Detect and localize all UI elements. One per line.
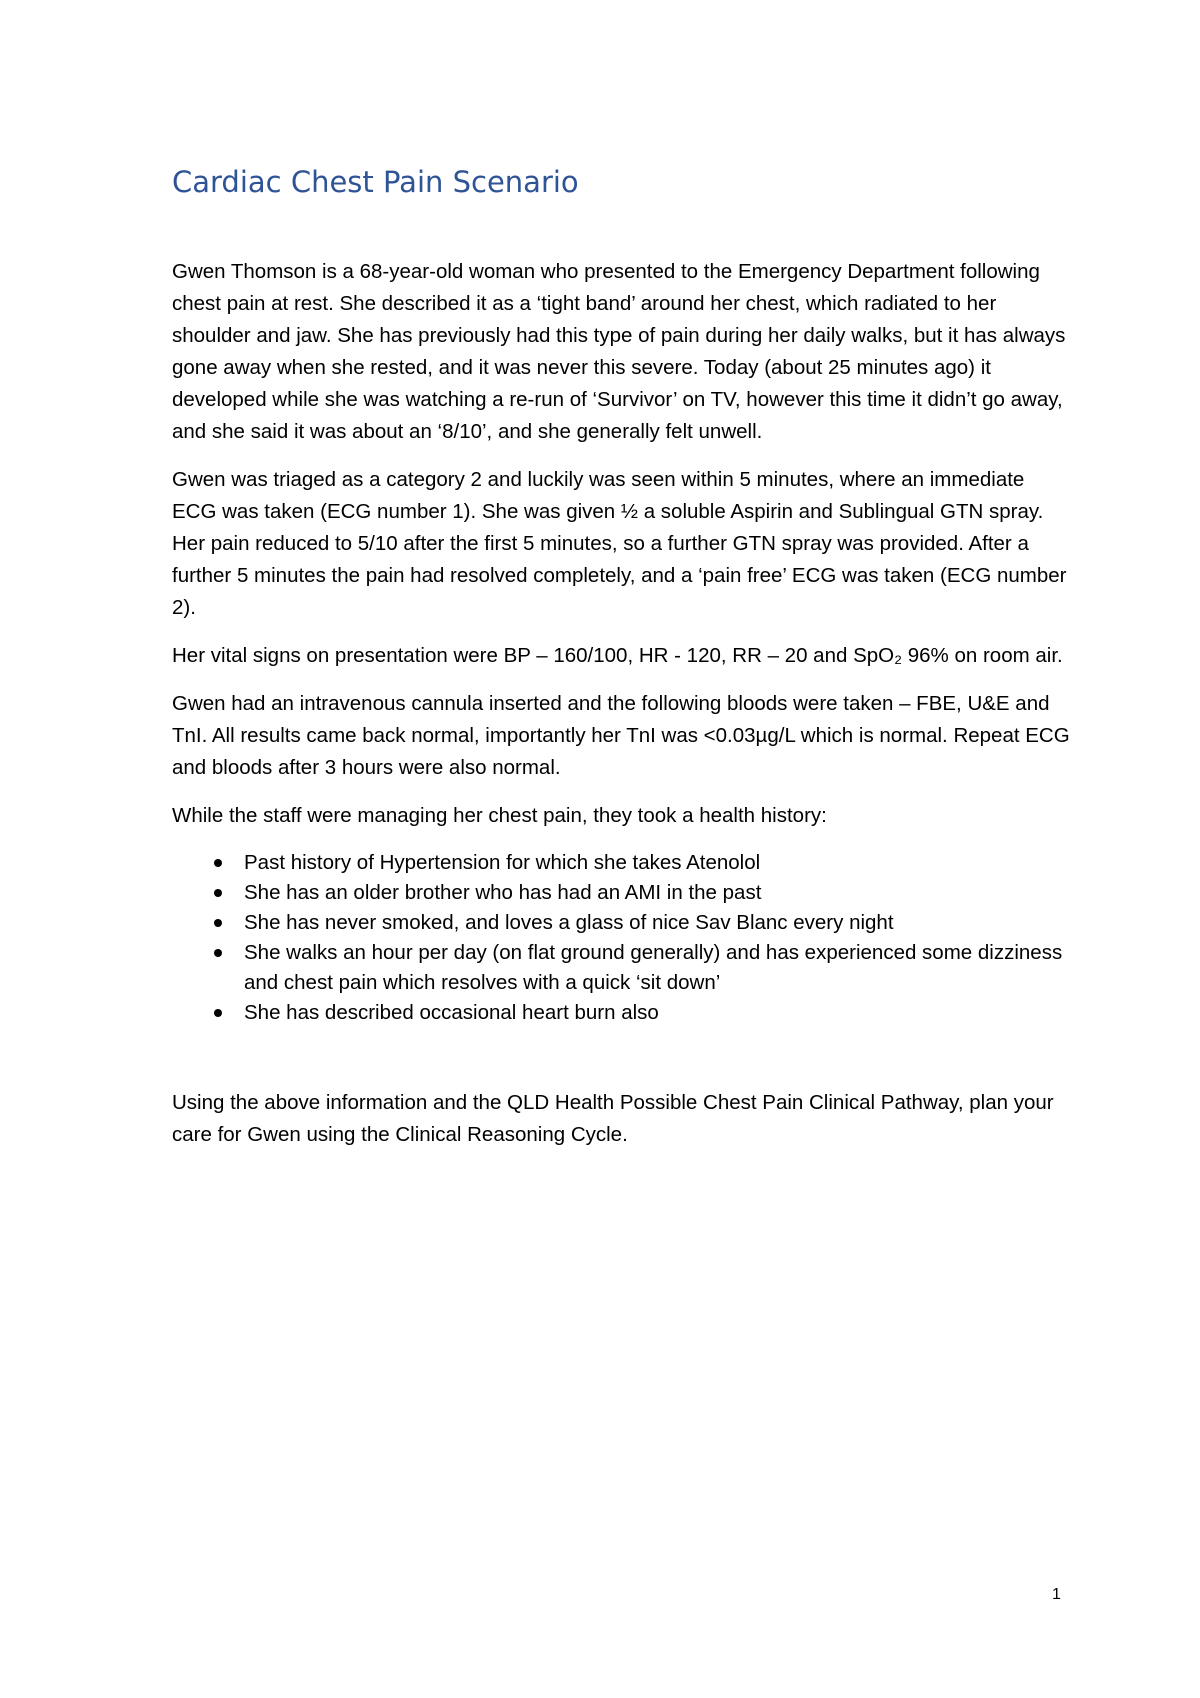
- scenario-paragraph-bloods: Gwen had an intravenous cannula inserted and the following bloods were taken – FBE, U&E and TnI. All results came back normal, importantly her TnI was <0.03µg/L which is normal. Repeat ECG and bloods after 3 hours were also normal.: [172, 692, 1070, 779]
- list-item: She has never smoked, and loves a glass of nice Sav Blanc every night: [172, 908, 1072, 938]
- task-instruction: Using the above information and the QLD Health Possible Chest Pain Clinical Pathway, plan your care for Gwen using the Clinical Reasoning Cycle.: [172, 1091, 1054, 1146]
- list-item: Past history of Hypertension for which she takes Atenolol: [172, 848, 1072, 878]
- scenario-paragraph-history-intro: While the staff were managing her chest pain, they took a health history:: [172, 804, 827, 827]
- scenario-paragraph-triage: Gwen was triaged as a category 2 and luckily was seen within 5 minutes, where an immediate ECG was taken (ECG number 1). She was given ½ a soluble Aspirin and Sublingual GTN spray. Her pain reduced to 5/10 after the first 5 minutes, so a further GTN spray was provided. After a further 5 minutes the pain had resolved completely, and a ‘pain free’ ECG was taken (ECG number 2).: [172, 468, 1067, 619]
- scenario-paragraph-vital-signs: Her vital signs on presentation were BP – 160/100, HR - 120, RR – 20 and SpO₂ 96% on room air.: [172, 644, 1063, 667]
- document-body: [172, 256, 1072, 1167]
- list-item: She walks an hour per day (on flat ground generally) and has experienced some dizziness and chest pain which resolves with a quick ‘sit down’: [172, 938, 1072, 998]
- list-item: She has an older brother who has had an AMI in the past: [172, 878, 1072, 908]
- document-title: Cardiac Chest Pain Scenario: [172, 165, 579, 199]
- health-history-list: [172, 848, 1072, 1028]
- list-item: She has described occasional heart burn also: [172, 998, 1072, 1028]
- scenario-paragraph-presentation: Gwen Thomson is a 68-year-old woman who presented to the Emergency Department following chest pain at rest. She described it as a ‘tight band’ around her chest, which radiated to her shoulder and jaw. She has previously had this type of pain during her daily walks, but it has always gone away when she rested, and it was never this severe. Today (about 25 minutes ago) it developed while she was watching a re-run of ‘Survivor’ on TV, however this time it didn’t go away, and she said it was about an ‘8/10’, and she generally felt unwell.: [172, 260, 1066, 443]
- page-number: 1: [1052, 1586, 1061, 1603]
